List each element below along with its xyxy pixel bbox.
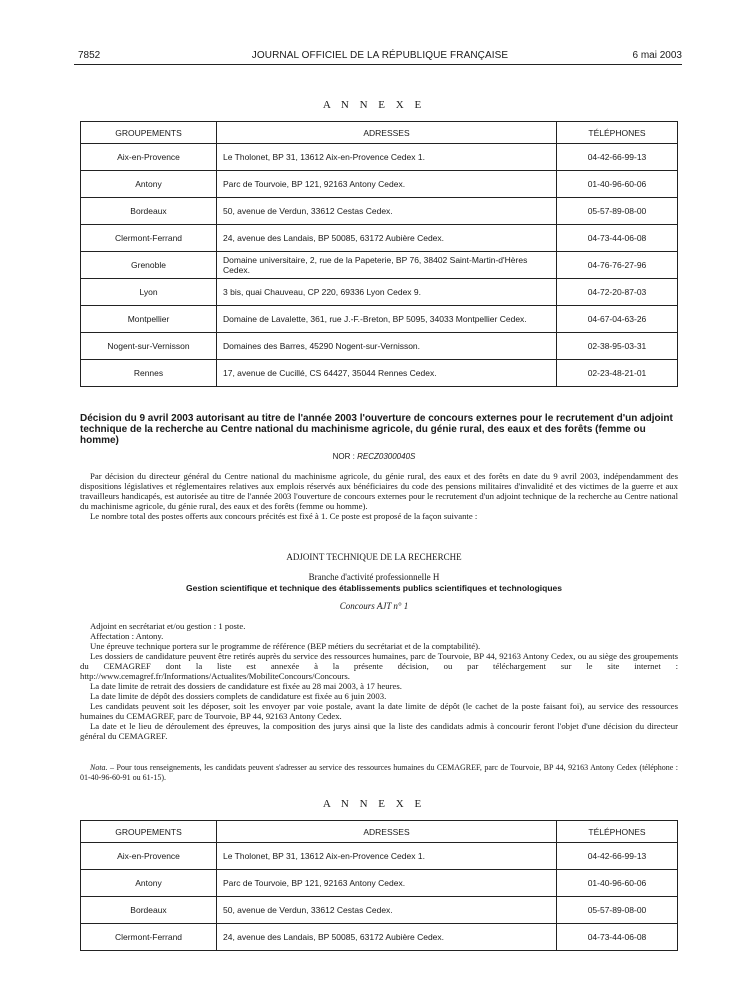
adresse-cell: Le Tholonet, BP 31, 13612 Aix-en-Provence Cedex 1. bbox=[217, 144, 557, 171]
telephone-cell: 04-42-66-99-13 bbox=[557, 843, 678, 870]
nor-label: NOR : bbox=[332, 452, 358, 461]
branch-label: Branche d'activité professionnelle H bbox=[308, 572, 440, 582]
detail-line: Adjoint en secrétariat et/ou gestion : 1 poste. bbox=[90, 621, 246, 631]
detail-line: Affectation : Antony. bbox=[90, 631, 164, 641]
table-row bbox=[81, 897, 678, 924]
groupement-cell: Aix-en-Provence bbox=[81, 144, 217, 171]
table-row bbox=[81, 144, 678, 171]
groupement-cell: Clermont-Ferrand bbox=[81, 924, 217, 951]
adresse-cell: Parc de Tourvoie, BP 121, 92163 Antony Cedex. bbox=[217, 171, 557, 198]
annex-table-1 bbox=[80, 121, 678, 387]
col-groupements: GROUPEMENTS bbox=[81, 821, 217, 843]
annex-table-2 bbox=[80, 820, 678, 951]
table-row bbox=[81, 843, 678, 870]
col-telephones: TÉLÉPHONES bbox=[557, 122, 678, 144]
annex-table-1-body bbox=[81, 144, 678, 387]
annex-label-bottom: A N N E X E bbox=[322, 798, 426, 810]
groupement-cell: Rennes bbox=[81, 360, 217, 387]
groupement-cell: Antony bbox=[81, 171, 217, 198]
table-row bbox=[81, 252, 678, 279]
adresse-cell: 24, avenue des Landais, BP 50085, 63172 Aubière Cedex. bbox=[217, 924, 557, 951]
telephone-cell: 04-76-76-27-96 bbox=[557, 252, 678, 279]
adresse-cell: Parc de Tourvoie, BP 121, 92163 Antony Cedex. bbox=[217, 870, 557, 897]
table-row bbox=[81, 171, 678, 198]
detail-line: Les candidats peuvent soit les déposer, soit les envoyer par voie postale, avant la date limite de dépôt (le cachet de la poste faisant foi), au service des ressources humaines du CEMAGREF, parc de Tourvoie, BP 44, 92163 Antony Cedex. bbox=[80, 701, 678, 721]
groupement-cell: Montpellier bbox=[81, 306, 217, 333]
table-row bbox=[81, 279, 678, 306]
table-row bbox=[81, 306, 678, 333]
telephone-cell: 01-40-96-60-06 bbox=[557, 870, 678, 897]
table-row bbox=[81, 333, 678, 360]
decision-title: Décision du 9 avril 2003 autorisant au titre de l'année 2003 l'ouverture de concours externes pour le recrutement d'un adjoint technique de la recherche au Centre national du machinisme agricole, du génie rural, des eaux et des forêts (femme ou homme) bbox=[80, 413, 673, 446]
nor-reference bbox=[0, 452, 748, 461]
detail-line: La date limite de dépôt des dossiers complets de candidature est fixée au 6 juin 2003. bbox=[90, 691, 387, 701]
section-title: ADJOINT TECHNIQUE DE LA RECHERCHE bbox=[286, 552, 462, 562]
groupement-cell: Grenoble bbox=[81, 252, 217, 279]
adresse-cell: Domaine de Lavalette, 361, rue J.-F.-Breton, BP 5095, 34033 Montpellier Cedex. bbox=[217, 306, 557, 333]
detail-line: La date limite de retrait des dossiers de candidature est fixée au 28 mai 2003, à 17 heures. bbox=[90, 681, 402, 691]
table-row bbox=[81, 870, 678, 897]
groupement-cell: Clermont-Ferrand bbox=[81, 225, 217, 252]
telephone-cell: 05-57-89-08-00 bbox=[557, 198, 678, 225]
telephone-cell: 02-23-48-21-01 bbox=[557, 360, 678, 387]
adresse-cell: 50, avenue de Verdun, 33612 Cestas Cedex. bbox=[217, 198, 557, 225]
groupement-cell: Aix-en-Provence bbox=[81, 843, 217, 870]
telephone-cell: 01-40-96-60-06 bbox=[557, 171, 678, 198]
journal-title: JOURNAL OFFICIEL DE LA RÉPUBLIQUE FRANÇAISE bbox=[251, 50, 509, 61]
table-row bbox=[81, 924, 678, 951]
nota-label: Nota. bbox=[90, 763, 108, 772]
telephone-cell: 04-73-44-06-08 bbox=[557, 924, 678, 951]
detail-line: Les dossiers de candidature peuvent être retirés auprès du service des ressources humaines, parc de Tourvoie, BP 44, 92163 Antony Cedex, ou au siège des groupements du CEMAGREF dont la liste est annexée à la présente décision, ou par téléchargement sur le site internet : http://www.cemagref.fr/Informations/Actualites/MobiliteConcours/Concours. bbox=[80, 651, 678, 681]
groupement-cell: Nogent-sur-Vernisson bbox=[81, 333, 217, 360]
nota-paragraph bbox=[80, 763, 678, 783]
nor-value: RECZ0300040S bbox=[357, 452, 416, 461]
adresse-cell: Le Tholonet, BP 31, 13612 Aix-en-Provence Cedex 1. bbox=[217, 843, 557, 870]
adresse-cell: 17, avenue de Cucillé, CS 64427, 35044 Rennes Cedex. bbox=[217, 360, 557, 387]
groupement-cell: Bordeaux bbox=[81, 897, 217, 924]
groupement-cell: Bordeaux bbox=[81, 198, 217, 225]
table-row bbox=[81, 360, 678, 387]
adresse-cell: 50, avenue de Verdun, 33612 Cestas Cedex. bbox=[217, 897, 557, 924]
groupement-cell: Antony bbox=[81, 870, 217, 897]
adresse-cell: 3 bis, quai Chauveau, CP 220, 69336 Lyon Cedex 9. bbox=[217, 279, 557, 306]
branch-title: Gestion scientifique et technique des établissements publics scientifiques et technologiques bbox=[186, 583, 562, 593]
annex-label-top: A N N E X E bbox=[322, 99, 426, 111]
table-header-row bbox=[81, 122, 678, 144]
page-number: 7852 bbox=[78, 50, 101, 61]
table-header-row bbox=[81, 821, 678, 843]
adresse-cell: 24, avenue des Landais, BP 50085, 63172 Aubière Cedex. bbox=[217, 225, 557, 252]
nota-text: – Pour tous renseignements, les candidats peuvent s'adresser au service des ressources humaines du CEMAGREF, parc de Tourvoie, BP 44, 92163 Antony Cedex (téléphone : 01-40-96-60-91 ou 61-15). bbox=[80, 763, 678, 782]
detail-line: Une épreuve technique portera sur le programme de référence (BEP métiers du secrétariat et de la comptabilité). bbox=[90, 641, 481, 651]
telephone-cell: 04-72-20-87-03 bbox=[557, 279, 678, 306]
nota-block bbox=[80, 763, 678, 783]
col-adresses: ADRESSES bbox=[217, 821, 557, 843]
adresse-cell: Domaines des Barres, 45290 Nogent-sur-Vernisson. bbox=[217, 333, 557, 360]
table-row bbox=[81, 198, 678, 225]
telephone-cell: 04-73-44-06-08 bbox=[557, 225, 678, 252]
paragraph: Le nombre total des postes offerts aux concours précités est fixé à 1. Ce poste est proposé de la façon suivante : bbox=[90, 511, 478, 521]
telephone-cell: 04-42-66-99-13 bbox=[557, 144, 678, 171]
col-groupements: GROUPEMENTS bbox=[81, 122, 217, 144]
col-telephones: TÉLÉPHONES bbox=[557, 821, 678, 843]
concours-details bbox=[80, 621, 678, 741]
table-row bbox=[81, 225, 678, 252]
header-rule bbox=[74, 64, 682, 65]
decision-body bbox=[80, 471, 678, 521]
col-adresses: ADRESSES bbox=[217, 122, 557, 144]
telephone-cell: 04-67-04-63-26 bbox=[557, 306, 678, 333]
annex-table-2-body bbox=[81, 843, 678, 951]
paragraph: Par décision du directeur général du Centre national du machinisme agricole, du génie rural, des eaux et des forêts en date du 9 avril 2003, indépendamment des dispositions législatives et réglementaires relatives aux emplois réservés aux bénéficiaires du code des pensions militaires d'invalidité et des victimes de la guerre et aux travailleurs handicapés, est autorisée au titre de l'année 2003 l'ouverture de concours externes pour le recrutement d'un adjoint technique de la recherche au Centre national du machinisme agricole, du génie rural, des eaux et des forêts (femme ou homme). bbox=[80, 471, 678, 511]
adresse-cell: Domaine universitaire, 2, rue de la Papeterie, BP 76, 38402 Saint-Martin-d'Hères Cedex. bbox=[217, 252, 557, 279]
telephone-cell: 02-38-95-03-31 bbox=[557, 333, 678, 360]
detail-line: La date et le lieu de déroulement des épreuves, la composition des jurys ainsi que la liste des candidats admis à concourir feront l'objet d'une décision du directeur général du CEMAGREF. bbox=[80, 721, 678, 741]
groupement-cell: Lyon bbox=[81, 279, 217, 306]
telephone-cell: 05-57-89-08-00 bbox=[557, 897, 678, 924]
concours-label: Concours AJT n° 1 bbox=[339, 601, 409, 611]
issue-date: 6 mai 2003 bbox=[632, 50, 682, 61]
